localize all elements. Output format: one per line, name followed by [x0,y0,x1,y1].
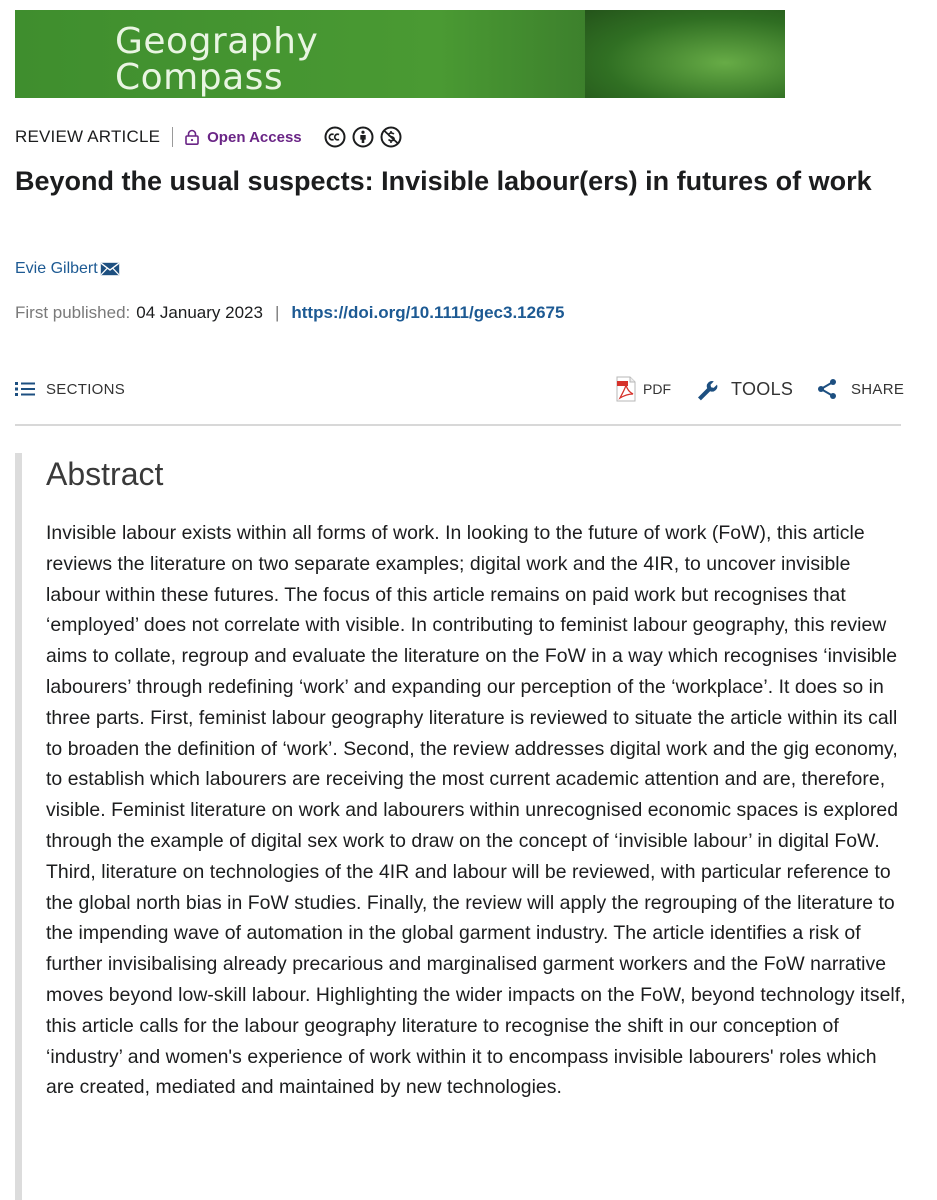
banner-texture [585,10,785,98]
license-icons[interactable] [324,126,402,148]
pdf-icon [615,376,637,402]
journal-name-line1: Geography [115,21,319,62]
first-published-label: First published: [15,303,131,322]
sections-button[interactable] [15,372,125,406]
open-access-label[interactable]: Open Access [207,128,302,146]
article-type: REVIEW ARTICLE [15,127,161,146]
toolbar-divider [15,424,901,426]
abstract-text: Invisible labour exists within all forms of work. In looking to the future of work (FoW), this article reviews the literature on two separate examples; digital work and the 4IR, to uncover invisible labour within these futures. The focus of this article remains on paid work but recognises that ‘employed’ does not correlate with visible. In contributing to feminist labour geography, this review aims to collate, regroup and evaluate the literature on the FoW in a way which recognises ‘invisible labourers’ through redefining ‘work’ and expanding our perception of the ‘workplace’. It does so in three parts. First, feminist labour geography literature is reviewed to situate the article within its call to broaden the definition of ‘work’. Second, the review addresses digital work and the gig economy, to establish which labourers are receiving the most current academic attention and are, therefore, visible. Feminist literature on work and labourers within unrecognised economic spaces is explored through the example of digital sex work to draw on the concept of ‘invisible labour’ in digital FoW. Third, literature on technologies of the 4IR and labour will be reviewed, with particular reference to the global north bias in FoW studies. Finally, the review will apply the regrouping of the literature to the impending wave of automation in the global garment industry. The article identifies a risk of further invisibalising already precarious and marginalised garment workers and the FoW narrative moves beyond low-skill labour. Highlighting the wider impacts on the FoW, beyond technology itself, this article calls for the labour geography literature to recognise the shift in our conception of ‘industry’ and women's experience of work within it to encompass invisible labourers' roles which are created, mediated and maintained by new technologies. [46,522,906,1099]
doi-link[interactable]: https://doi.org/10.1111/gec3.12675 [291,303,565,322]
abstract-heading: Abstract [46,456,164,492]
author-link[interactable]: Evie Gilbert [15,260,98,277]
pub-separator: | [274,303,280,322]
wrench-icon [695,377,719,401]
journal-banner[interactable] [15,10,785,98]
cc-icon[interactable] [324,126,346,148]
list-icon [15,381,35,397]
share-label: SHARE [851,380,905,398]
journal-name-line2: Compass [115,57,284,98]
lock-icon [185,129,199,145]
tools-label: TOOLS [731,378,794,399]
pdf-label: PDF [643,381,671,397]
mail-icon[interactable] [100,262,120,276]
article-toolbar [15,372,905,408]
publication-info [15,303,564,323]
tools-button[interactable] [695,372,793,406]
share-button[interactable] [817,372,904,406]
nc-icon[interactable] [380,126,402,148]
article-meta [15,124,402,150]
meta-divider [172,127,173,147]
sections-label: SECTIONS [46,380,126,398]
abstract-accent-bar [15,453,22,1200]
author-row [15,260,120,278]
share-icon [817,378,837,400]
by-icon[interactable] [352,126,374,148]
article-title: Beyond the usual suspects: Invisible labour(ers) in futures of work [15,166,872,196]
pdf-button[interactable] [615,372,671,406]
first-published-date: 04 January 2023 [136,303,263,322]
